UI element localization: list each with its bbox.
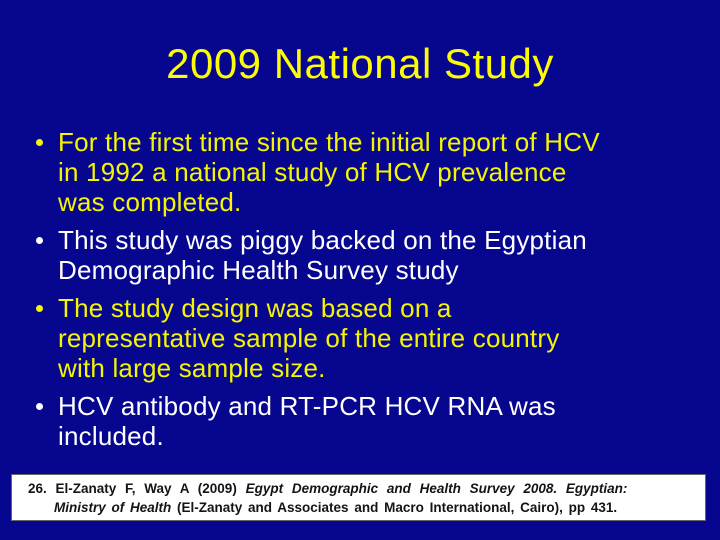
bullet-dot-icon bbox=[36, 305, 43, 312]
citation-line bbox=[54, 498, 697, 517]
bullet-text: For the first time since the initial report of HCV in 1992 a national study of HCV prevalence was completed. bbox=[58, 127, 600, 217]
citation-segment-italic: Egypt Demographic and Health Survey 2008. Egyptian: bbox=[245, 481, 628, 496]
citation-segment-italic: Ministry of Health bbox=[54, 500, 178, 515]
bullet-text: This study was piggy backed on the Egyptian Demographic Health Survey study bbox=[58, 225, 587, 285]
citation-box bbox=[11, 474, 706, 521]
citation-line bbox=[28, 479, 697, 498]
bullet-list bbox=[28, 127, 653, 459]
bullet-text: HCV antibody and RT-PCR HCV RNA was included. bbox=[58, 391, 556, 451]
bullet-item bbox=[28, 225, 653, 285]
bullet-item bbox=[28, 127, 653, 217]
bullet-dot-icon bbox=[36, 139, 43, 146]
slide-title: 2009 National Study bbox=[166, 40, 554, 87]
bullet-item bbox=[28, 293, 653, 383]
citation-segment: 26. El-Zanaty F, Way A (2009) bbox=[28, 481, 246, 496]
bullet-dot-icon bbox=[36, 237, 43, 244]
bullet-dot-icon bbox=[36, 403, 43, 410]
citation-segment: (El-Zanaty and Associates and Macro International, Cairo), pp 431. bbox=[177, 500, 618, 515]
bullet-item bbox=[28, 391, 653, 451]
bullet-text: The study design was based on a representative sample of the entire country with large sample size. bbox=[58, 293, 560, 383]
